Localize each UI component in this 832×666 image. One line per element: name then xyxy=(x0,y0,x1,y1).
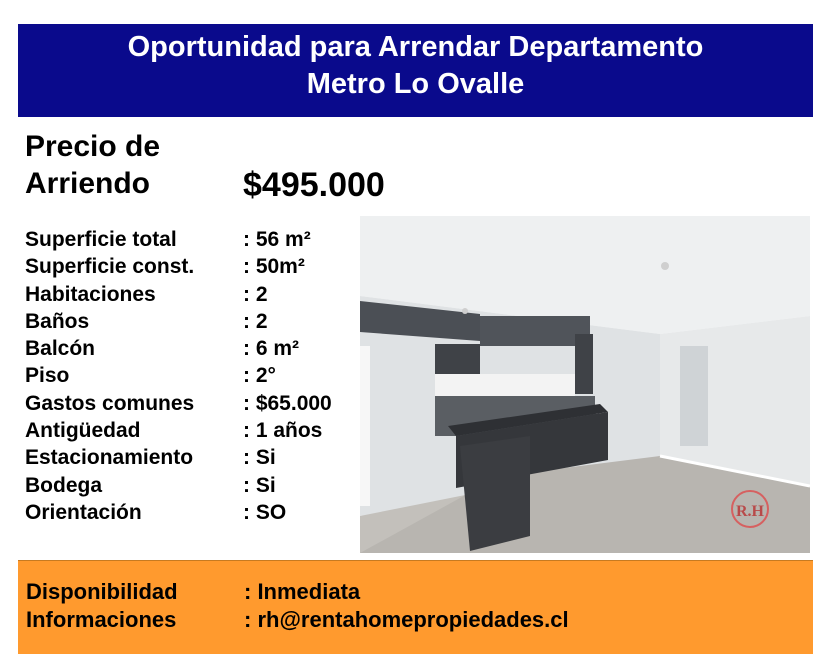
availability-value: : Inmediata xyxy=(244,579,361,604)
spec-label: Habitaciones xyxy=(25,282,156,306)
spec-value: : Si xyxy=(243,473,276,497)
apartment-photo xyxy=(360,216,810,553)
spec-value: : 50m² xyxy=(243,255,305,279)
spec-value: : 1 años xyxy=(243,419,323,443)
spec-label: Baños xyxy=(25,309,90,333)
spec-label: Bodega xyxy=(25,473,103,497)
kitchen-illustration xyxy=(360,216,810,553)
spec-value: : 56 m² xyxy=(243,228,311,251)
spec-label: Balcón xyxy=(25,337,96,361)
spec-label: Orientación xyxy=(25,500,142,524)
spec-label: Antigüedad xyxy=(25,419,141,443)
spec-label: Superficie const. xyxy=(25,255,195,279)
spec-value: : 2 xyxy=(243,282,268,306)
title-line-1: Oportunidad para Arrendar Departamento xyxy=(127,31,704,63)
info-label: Informaciones xyxy=(26,607,177,632)
spec-value: : Si xyxy=(243,446,276,470)
spec-label: Piso xyxy=(25,364,70,388)
price-label xyxy=(25,128,160,202)
spec-label: Estacionamiento xyxy=(25,446,194,470)
spec-value: : 2° xyxy=(243,364,276,388)
spec-value: : SO xyxy=(243,500,287,524)
title-banner xyxy=(18,24,813,117)
spec-value: : $65.000 xyxy=(243,391,332,415)
contact-banner xyxy=(18,560,813,654)
price-label-line-1: Precio de xyxy=(25,130,161,163)
price-label-line-2: Arriendo xyxy=(25,167,151,200)
title-line-2: Metro Lo Ovalle xyxy=(306,68,525,100)
availability-label: Disponibilidad xyxy=(26,579,178,604)
spec-label: Gastos comunes xyxy=(25,391,195,415)
watermark-text: R.H xyxy=(736,503,764,520)
contact-email[interactable]: : rh@rentahomepropiedades.cl xyxy=(244,607,569,632)
spec-value: : 6 m² xyxy=(243,337,300,361)
spec-label: Superficie total xyxy=(25,228,177,251)
price-value: $495.000 xyxy=(243,166,385,204)
spec-value: : 2 xyxy=(243,309,268,333)
